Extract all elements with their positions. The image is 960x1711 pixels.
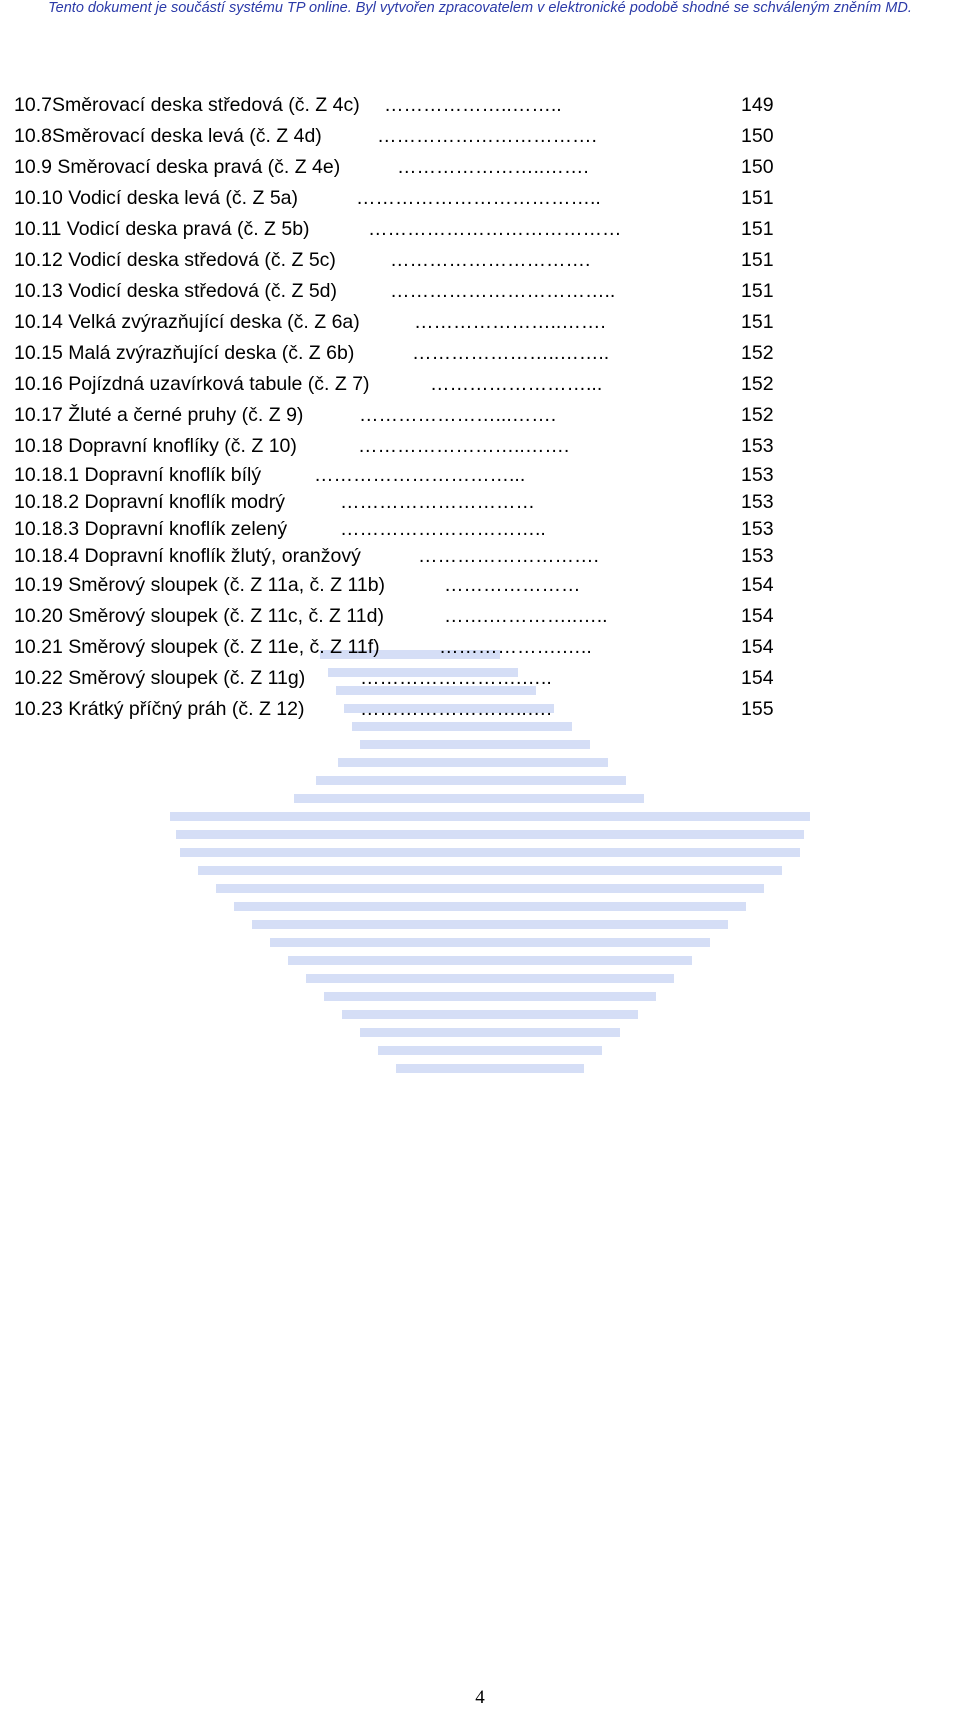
toc-entry	[14, 245, 794, 276]
toc-entry-leader: …….…………..…..	[444, 605, 608, 627]
toc-entry-title: Krátký příčný práh (č. Z 12)	[62, 698, 305, 720]
toc-entry-leader: ……………………..…….	[358, 435, 570, 457]
toc-entry	[14, 663, 794, 694]
toc-entry-leader: ……………………………..	[390, 280, 616, 302]
toc-entry-leader: ……………….…..	[439, 636, 592, 658]
toc-entry-page: 150	[741, 156, 774, 178]
toc-entry	[14, 90, 794, 121]
toc-entry-leader: …………………………..	[340, 518, 546, 540]
toc-entry-page: 152	[741, 373, 774, 395]
toc-entry-title: Dopravní knoflík modrý	[79, 491, 285, 513]
header-notice: Tento dokument je součástí systému TP online. Byl vytvořen zpracovatelem v elektronické podobě shodné se schváleným zněním MD.	[48, 0, 912, 16]
toc-entry-page: 154	[741, 605, 774, 627]
toc-entry-number: 10.20	[14, 605, 63, 627]
toc-entry-title: Směrový sloupek (č. Z 11g)	[62, 667, 306, 689]
toc-entry-page: 154	[741, 574, 774, 596]
toc-entry-title: Dopravní knoflíky (č. Z 10)	[62, 435, 297, 457]
toc-entry-page: 153	[741, 545, 774, 567]
toc-entry-page: 151	[741, 280, 774, 302]
toc-entry-page: 149	[741, 94, 774, 116]
toc-entry-title: Vodicí deska středová (č. Z 5c)	[62, 249, 336, 271]
toc-entry-page: 152	[741, 404, 774, 426]
toc-entry	[14, 152, 794, 183]
toc-entry-leader: …………………….…..	[360, 667, 552, 689]
toc-entry	[14, 400, 794, 431]
toc-entry	[14, 632, 794, 663]
toc-entry	[14, 369, 794, 400]
toc-entry-page: 151	[741, 187, 774, 209]
toc-entry-number: 10.8	[14, 125, 52, 147]
toc-entry-number: 10.23	[14, 698, 63, 720]
toc-entry	[14, 338, 794, 369]
toc-entry-leader: …………………	[444, 574, 581, 596]
toc-entry-number: 10.19	[14, 574, 63, 596]
toc-entry-leader: …………………………...	[314, 464, 526, 486]
toc-entry-leader: …………………..……..	[412, 342, 610, 364]
toc-entry-leader: ……………………..….	[360, 698, 552, 720]
toc-entry	[14, 601, 794, 632]
toc-entry-title: Směrovací deska pravá (č. Z 4e)	[51, 156, 341, 178]
toc-entry-page: 153	[741, 464, 774, 486]
toc-entry-title: Směrový sloupek (č. Z 11a, č. Z 11b)	[62, 574, 386, 596]
toc-entry-number: 10.18	[14, 435, 63, 457]
toc-entry-leader: ………………………………..	[356, 187, 601, 209]
toc-entry-number: 10.9	[14, 156, 52, 178]
toc-entry-title: Vodicí deska levá (č. Z 5a)	[62, 187, 299, 209]
toc-entry-number: 10.15	[14, 342, 63, 364]
toc-entry	[14, 183, 794, 214]
toc-entry-leader: …………………..…….	[414, 311, 606, 333]
toc-entry-title: Malá zvýrazňující deska (č. Z 6b)	[62, 342, 355, 364]
toc-entry-title: Žluté a černé pruhy (č. Z 9)	[62, 404, 304, 426]
toc-entry	[14, 543, 794, 570]
toc-entry-number: 10.14	[14, 311, 63, 333]
toc-entry	[14, 462, 794, 489]
toc-entry-leader: ……………………….	[418, 545, 599, 567]
toc-entry-page: 154	[741, 636, 774, 658]
toc-entry-leader: …………………..…….	[397, 156, 589, 178]
toc-entry-page: 152	[741, 342, 774, 364]
table-of-contents	[14, 90, 794, 725]
toc-entry-page: 154	[741, 667, 774, 689]
toc-entry	[14, 276, 794, 307]
toc-entry-leader: …………………...…….	[359, 404, 557, 426]
toc-entry	[14, 694, 794, 725]
toc-entry-title: Směrovací deska středová (č. Z 4c)	[51, 94, 360, 116]
toc-entry-number: 10.22	[14, 667, 63, 689]
toc-entry	[14, 214, 794, 245]
toc-entry-number: 10.18.1	[14, 464, 80, 486]
toc-entry-title: Dopravní knoflík zelený	[79, 518, 288, 540]
toc-entry-number: 10.12	[14, 249, 63, 271]
toc-entry-page: 150	[741, 125, 774, 147]
toc-entry-page: 153	[741, 518, 774, 540]
toc-entry-title: Vodicí deska středová (č. Z 5d)	[62, 280, 338, 302]
toc-entry	[14, 516, 794, 543]
toc-entry-title: Směrovací deska levá (č. Z 4d)	[51, 125, 322, 147]
toc-entry-number: 10.16	[14, 373, 63, 395]
toc-entry-leader: …………………………….	[377, 125, 597, 147]
toc-entry-page: 153	[741, 491, 774, 513]
toc-entry	[14, 307, 794, 338]
toc-entry-leader: …………………………	[340, 491, 535, 513]
toc-entry-page: 151	[741, 218, 774, 240]
toc-entry-number: 10.21	[14, 636, 63, 658]
toc-entry-page: 155	[741, 698, 774, 720]
toc-entry-number: 10.7	[14, 94, 52, 116]
toc-entry-title: Dopravní knoflík bílý	[79, 464, 262, 486]
toc-entry-leader: ………………………….	[390, 249, 591, 271]
toc-entry	[14, 431, 794, 462]
toc-entry-title: Směrový sloupek (č. Z 11e, č. Z 11f)	[62, 636, 380, 658]
toc-entry-number: 10.18.2	[14, 491, 80, 513]
toc-entry	[14, 570, 794, 601]
toc-entry	[14, 489, 794, 516]
toc-entry-page: 153	[741, 435, 774, 457]
toc-entry-leader: ……………………...	[430, 373, 603, 395]
toc-entry-number: 10.10	[14, 187, 63, 209]
page-number: 4	[475, 1687, 485, 1708]
toc-entry-page: 151	[741, 249, 774, 271]
toc-entry-number: 10.17	[14, 404, 63, 426]
toc-entry-title: Pojízdná uzavírková tabule (č. Z 7)	[62, 373, 370, 395]
toc-entry	[14, 121, 794, 152]
toc-entry-number: 10.18.3	[14, 518, 80, 540]
toc-entry-number: 10.13	[14, 280, 63, 302]
toc-entry-title: Dopravní knoflík žlutý, oranžový	[79, 545, 361, 567]
toc-entry-number: 10.11	[14, 218, 62, 240]
toc-entry-leader: …………………………………	[368, 218, 622, 240]
toc-entry-page: 151	[741, 311, 774, 333]
toc-entry-leader: ………………..……..	[384, 94, 562, 116]
toc-entry-title: Vodicí deska pravá (č. Z 5b)	[61, 218, 310, 240]
toc-entry-number: 10.18.4	[14, 545, 80, 567]
toc-entry-title: Velká zvýrazňující deska (č. Z 6a)	[62, 311, 360, 333]
toc-entry-title: Směrový sloupek (č. Z 11c, č. Z 11d)	[62, 605, 384, 627]
